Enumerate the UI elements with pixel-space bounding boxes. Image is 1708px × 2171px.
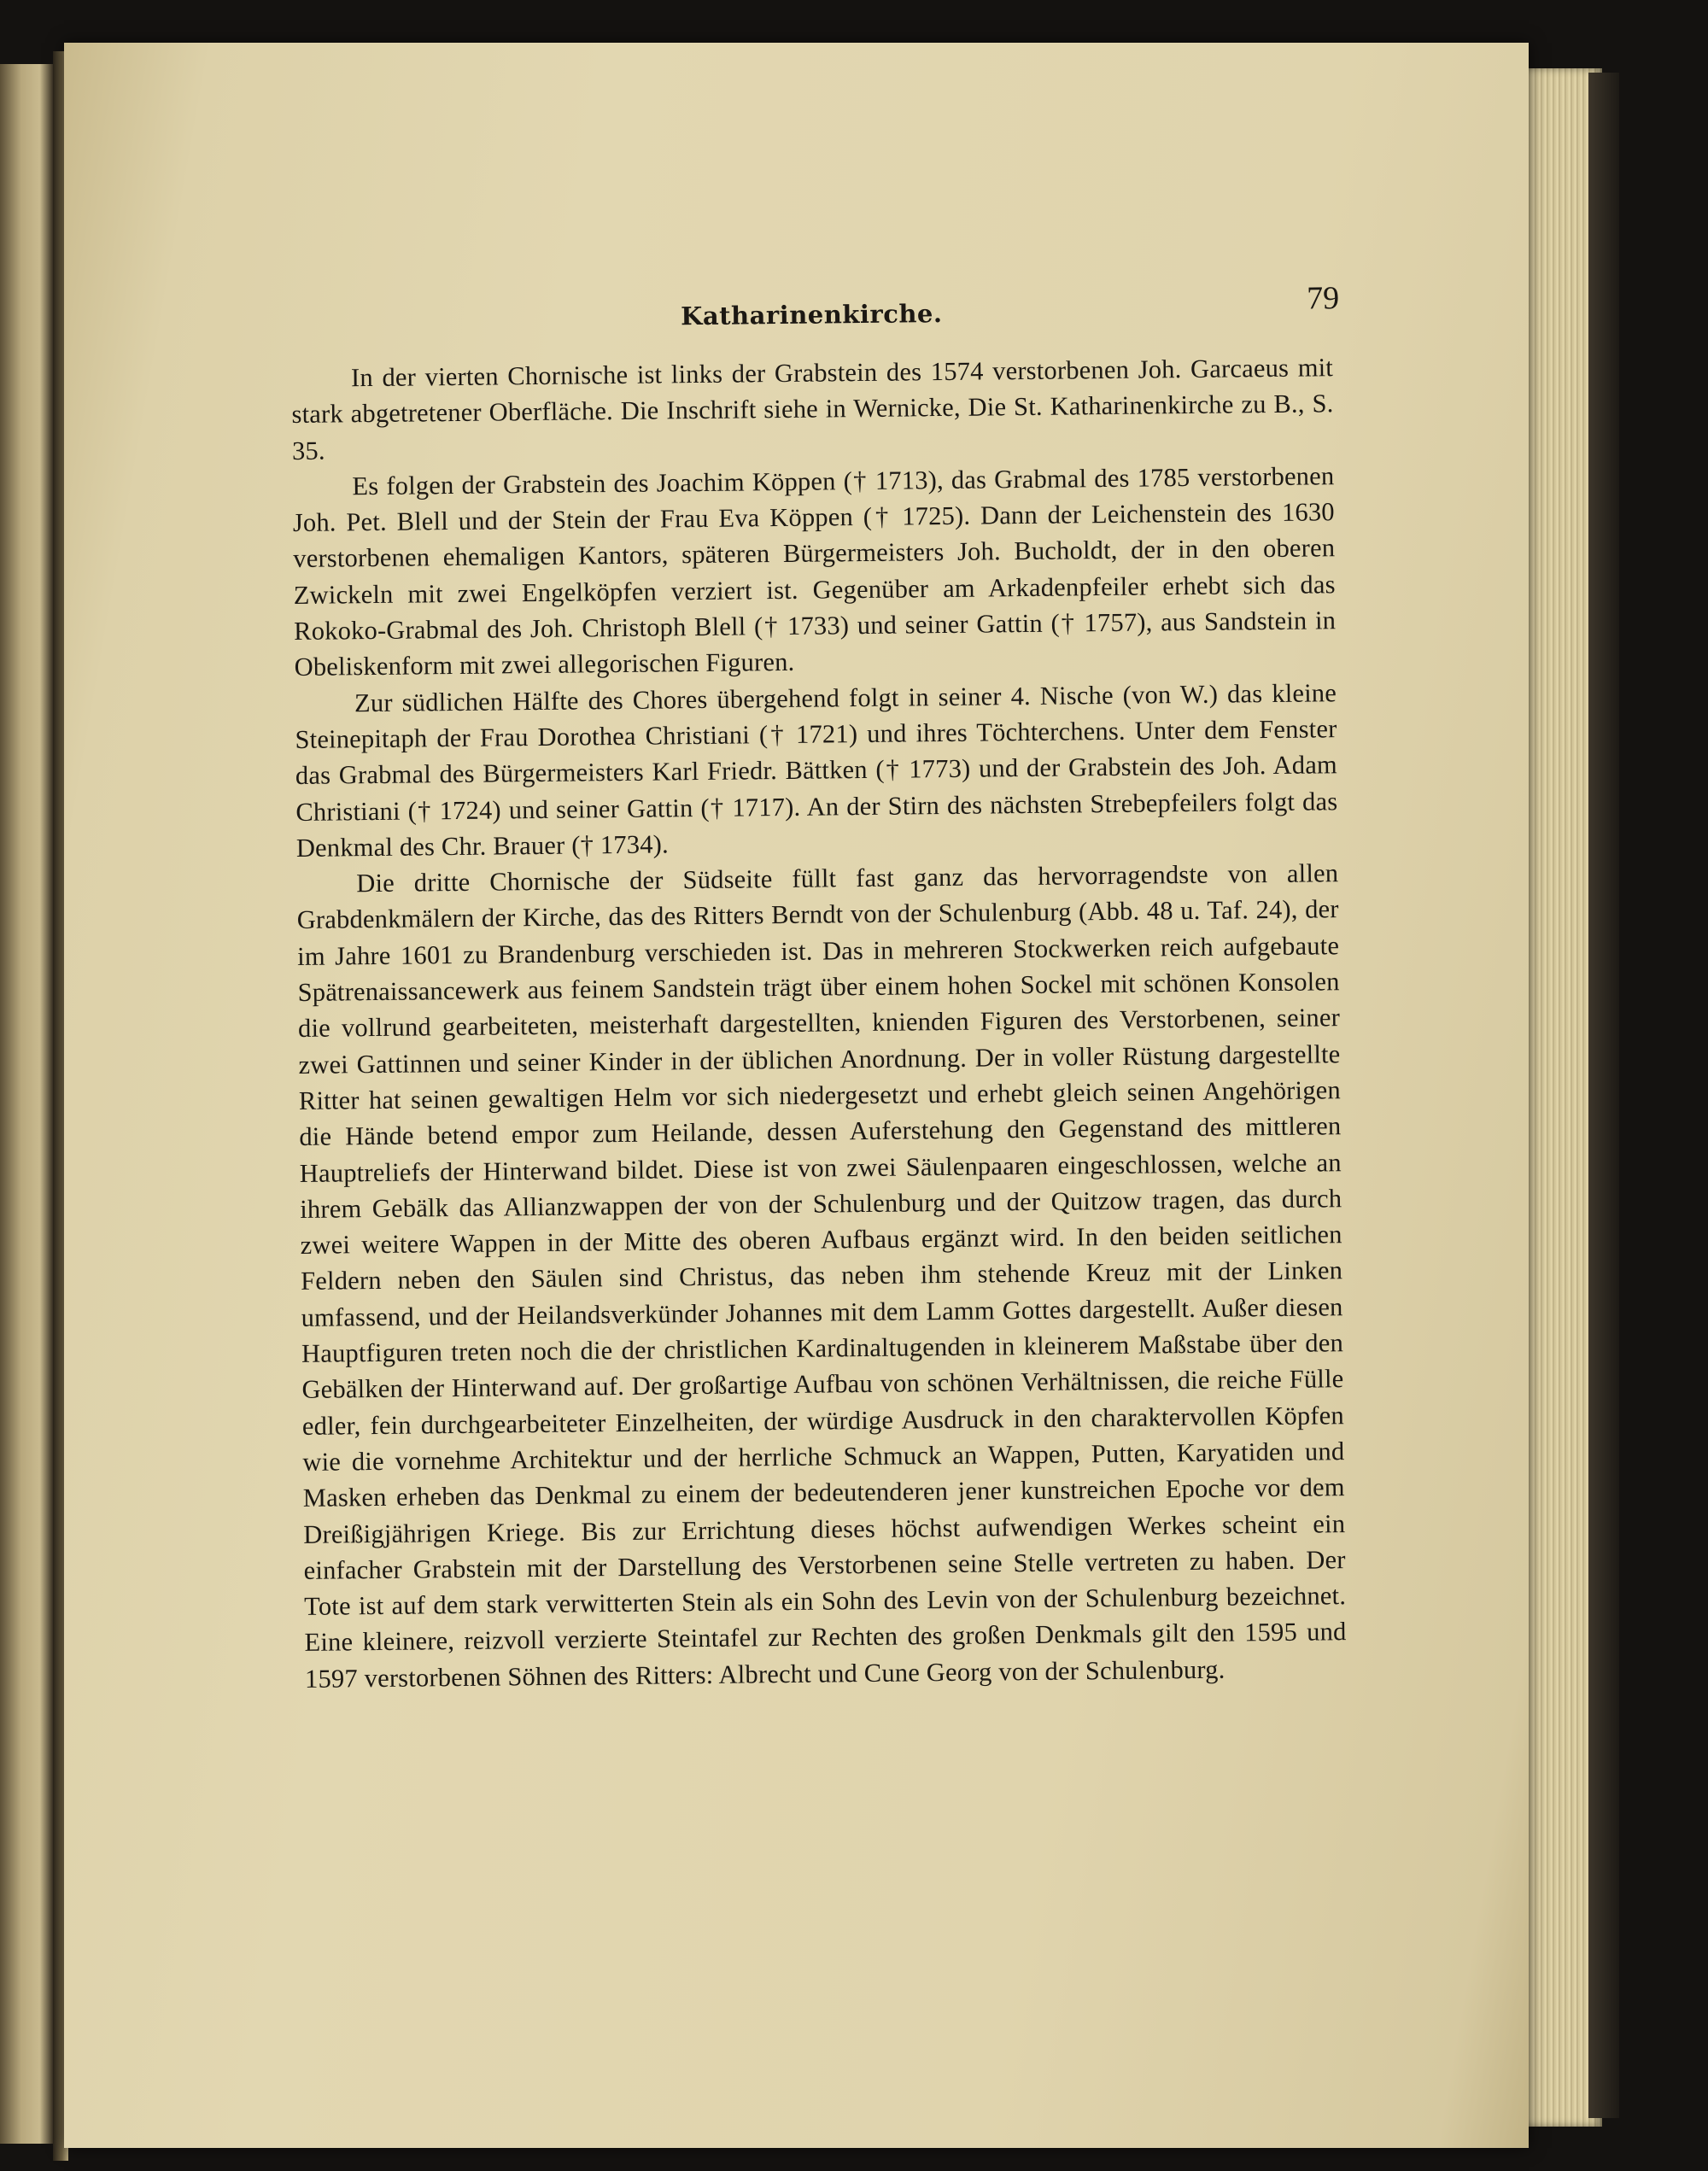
book-cover-edge <box>1588 73 1619 2118</box>
paragraph: Es folgen der Grabstein des Joachim Köppen († 1713), das Grabmal des 1785 verstorbenen Joh. Pet. Blell und der Stein der Frau Eva Köppen († 1725). Dann der Leichenstein des 1630 verstorbenen ehemaligen Kantors, späteren Bürgermeisters Joh. Bucholdt, der in den oberen Zwickeln mit zwei Engelköpfen verziert ist. Gegenüber am Arkadenpfeiler erhebt sich das Rokoko-Grabmal des Joh. Christoph Blell († 1733) und seiner Gattin († 1757), aus Sandstein in Obeliskenform mit zwei allegorischen Figuren. <box>292 461 1337 682</box>
page-number: 79 <box>1306 280 1340 317</box>
paragraph: In der vierten Chornische ist links der Grabstein des 1574 verstorbenen Joh. Garcaeus mit stark abgetretener Oberfläche. Die Inschrift siehe in Wernicke, Die St. Katharinenkirche zu B., S. 35. <box>291 353 1334 465</box>
facing-page-edge <box>0 64 53 2144</box>
book-page <box>64 43 1529 2148</box>
paragraph: Zur südlichen Hälfte des Chores übergehend folgt in seiner 4. Nische (von W.) das kleine Steinepitaph der Frau Dorothea Christiani († 1721) und ihres Töchterchens. Unter dem Fenster das Grabmal des Bürgermeisters Karl Friedr. Bättken († 1773) und der Grabstein des Joh. Adam Christiani († 1724) und seiner Gattin († 1717). An der Stirn des nächsten Strebepfeilers folgt das Denkmal des Chr. Brauer († 1734). <box>295 677 1338 863</box>
text-block <box>290 279 1347 1697</box>
running-title: Katharinenkirche. <box>680 299 943 331</box>
body-text <box>291 349 1347 1697</box>
paragraph: Die dritte Chornische der Südseite füllt fast ganz das hervorragendste von allen Grabdenkmälern der Kirche, das des Ritters Berndt von der Schulenburg (Abb. 48 u. Taf. 24), der im Jahre 1601 zu Brandenburg verschieden ist. Das in mehreren Stockwerken reich aufgebaute Spätrenaissancewerk aus feinem Sandstein trägt über einem hohen Sockel mit schönen Konsolen die vollrund gearbeiteten, meisterhaft dargestellten, knienden Figuren des Verstorbenen, seiner zwei Gattinnen und seiner Kinder in der üblichen Anordnung. Der in voller Rüstung dargestellte Ritter hat seinen gewaltigen Helm vor sich niedergesetzt und erhebt gleich seinen Angehörigen die Hände betend empor zum Heilande, dessen Auferstehung den Gegenstand des mittleren Hauptreliefs der Hinterwand bildet. Diese ist von zwei Säulenpaaren eingeschlossen, welche an ihrem Gebälk das Allianzwappen der von der Schulenburg und der Quitzow tragen, das durch zwei weitere Wappen in der Mitte des oberen Aufbaus ergänzt wird. In den beiden seitlichen Feldern neben den Säulen sind Christus, das neben ihm stehende Kreuz mit der Linken umfassend, und der Heilandsverkünder Johannes mit dem Lamm Gottes dargestellt. Außer diesen Hauptfiguren treten noch die der christlichen Kardinaltugenden in kleinerem Maßstabe über den Gebälken der Hinterwand auf. Der großartige Aufbau von schönen Verhältnissen, die reiche Fülle edler, fein durchgearbeiteter Einzelheiten, der würdige Ausdruck in den charaktervollen Köpfen wie die vornehme Architektur und der herrliche Schmuck an Wappen, Putten, Karyatiden und Masken erheben das Denkmal zu einem der bedeutenderen jener kunstreichen Epoche vor dem Dreißigjährigen Kriege. Bis zur Errichtung dieses höchst aufwendigen Werkes scheint ein einfacher Grabstein mit der Darstellung des Verstorbenen seine Stelle vertreten zu haben. Der Tote ist auf dem stark verwitterten Stein als ein Sohn des Levin von der Schulenburg bezeichnet. Eine kleinere, reizvoll verzierte Steintafel zur Rechten des großen Denkmals gilt den 1595 und 1597 verstorbenen Söhnen des Ritters: Albrecht und Cune Georg von der Schulenburg. <box>296 858 1347 1694</box>
running-head <box>290 279 1340 342</box>
